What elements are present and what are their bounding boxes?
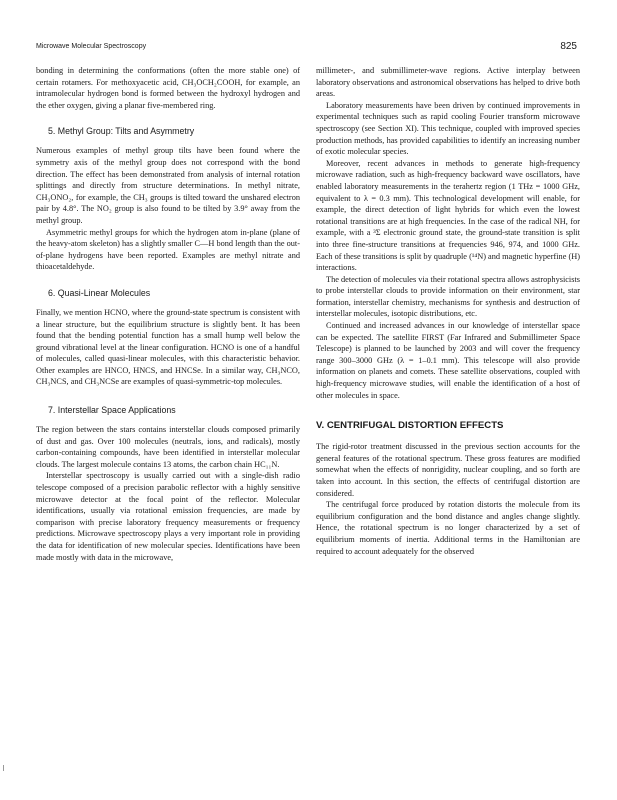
running-header [36, 41, 581, 53]
page-number: 825 [560, 41, 577, 52]
paragraph-quasi-linear: Finally, we mention HCNO, where the ground-state spectrum is consistent with a linear structure, but the equilibrium structure is slightly bent. It has been found that the bending potential function has a small hump well below the ground vibrational level at the linear configuration. HCNO is one of a handful of molecules, called quasi-linear molecules, with this characteristic behavior. Other examples are HNCO, HNCS, and HNCSe. In a similar way, CH₃NCO, CH₃NCS, and CH₃NCSe are examples of quasi-symmetric-top molecules. [36, 307, 300, 387]
section-heading-methyl-group: 5. Methyl Group: Tilts and Asymmetry [48, 126, 195, 137]
paragraph-intro: bonding in determining the conformations (often the more stable one) of certain rotamers. For methoxyacetic acid, CH₃OCH₂COOH, for example, an intramolecular hydrogen bond is formed between the hydroxyl hydrogen and the ether oxygen, giving a planar five-membered ring. [36, 66, 300, 110]
paragraph-rigid-rotor: The rigid-rotor treatment discussed in the previous section accounts for the general features of the rotational spectrum. These gross features are modified somewhat when the effects of nonrigidity, nuclear coupling, and so forth are taken into account. In this section, the effects of centrifugal distortion are considered. [316, 442, 580, 498]
margin-mark [3, 765, 4, 771]
running-title: Microwave Molecular Spectroscopy [36, 43, 147, 50]
paragraph-detection: The detection of molecules via their rotational spectra allows astrophysicists to probe interstellar clouds to provide information on their environment, star formation, interstellar chemistry, mechanisms for synthesis and destruction of interstellar molecules, isotopic distributions, etc. [316, 274, 580, 319]
right-column [316, 65, 580, 557]
paragraph-interstellar-clouds: The region between the stars contains interstellar clouds composed primarily of dust and gas. Over 100 molecules (neutrals, ions, and radicals), mostly carbon-containing compounds, have been identified in interstellar molecular clouds. The largest molecule contains 13 atoms, the carbon chain HC₁₁N. [36, 425, 300, 469]
paragraph-interstellar-spectroscopy: Interstellar spectroscopy is usually carried out with a single-dish radio telescope composed of a precision parabolic reflector with a highly sensitive microwave detector at the focal point of the reflector. Molecular identifications, usually via rotational emission frequencies, are made by comparison with precise laboratory frequency measurements or frequency predictions. Microwave spectroscopy plays a very important role in providing the data for identification of new molecular species. Identifications have been made mostly with data in the microwave, [36, 471, 300, 562]
section-heading-quasi-linear: 6. Quasi-Linear Molecules [48, 287, 151, 298]
paragraph-methyl-asymmetry: Asymmetric methyl groups for which the hydrogen atom in-plane (plane of the heavy-atom skeleton) has a slightly smaller C—H bond length than the out-of-plane hydrogens have been reported. Examples are methyl nitrate and thioacetaldehyde. [36, 227, 300, 272]
paragraph-terahertz: Moreover, recent advances in methods to generate high-frequency microwave radiation, such as high-frequency backward wave oscillators, have enabled laboratory measurements in the terahertz region (1 THz = 1000 GHz, equivalent to λ = 0.3 mm). This technological development will enable, for example, the direct detection of light hybrids for which even the lowest rotational transitions are at high frequencies. In the case of the radical NH, for example, with a ³Σ electronic ground state, the ground-state transition is split into three fine-structure transitions at frequencies 946, 974, and 1000 GHz. Each of these transitions is split by quadruple (¹⁴N) and magnetic hyperfine (H) interactions. [316, 158, 580, 273]
paragraph-continuation: millimeter-, and submillimeter-wave regions. Active interplay between laboratory observations and astronomical observations has helped to drive both areas. [316, 66, 580, 99]
paragraph-first-satellite: Continued and increased advances in our knowledge of interstellar space can be expected. The satellite FIRST (Far Infrared and Submillimeter Space Telescope) is planned to be launched by 2003 and will cover the frequency range 300–3000 GHz (λ = 1–0.1 mm). This telescope will also provide information on planets and comets. These satellite observations, coupled with high-frequency microwave studies, will enable the identification of a host of other molecules in space. [316, 321, 580, 400]
section-heading-centrifugal-distortion: V. CENTRIFUGAL DISTORTION EFFECTS [316, 420, 504, 432]
paragraph-methyl-tilts: Numerous examples of methyl group tilts have been found where the symmetry axis of the methyl group does not correspond with the bond direction. The effect has been demonstrated from analysis of internal rotation splittings and directly from structure determinations. In methyl nitrate, CH₃ONO₂, for example, the CH₃ groups is tilted toward the unshared electron pair by 4.8°. The NO₂ group is also found to be tilted by 3.9° away from the methyl group. [36, 146, 300, 225]
left-column [36, 65, 300, 563]
paragraph-centrifugal-force: The centrifugal force produced by rotation distorts the molecule from its equilibrium configuration and the bond distance and angles change slightly. Hence, the rotational spectrum is no longer characterized by a set of equilibrium moments of inertia. Additional terms in the Hamiltonian are required to account adequately for the observed [316, 500, 580, 556]
paragraph-laboratory: Laboratory measurements have been driven by continued improvements in experimental techniques such as rapid cooling Fourier transform microwave spectroscopy (see Section XI). This technique, coupled with improved species production methods, has provided capabilities to identify an increasing number of exotic molecular species. [316, 100, 580, 157]
section-heading-interstellar: 7. Interstellar Space Applications [48, 405, 176, 416]
